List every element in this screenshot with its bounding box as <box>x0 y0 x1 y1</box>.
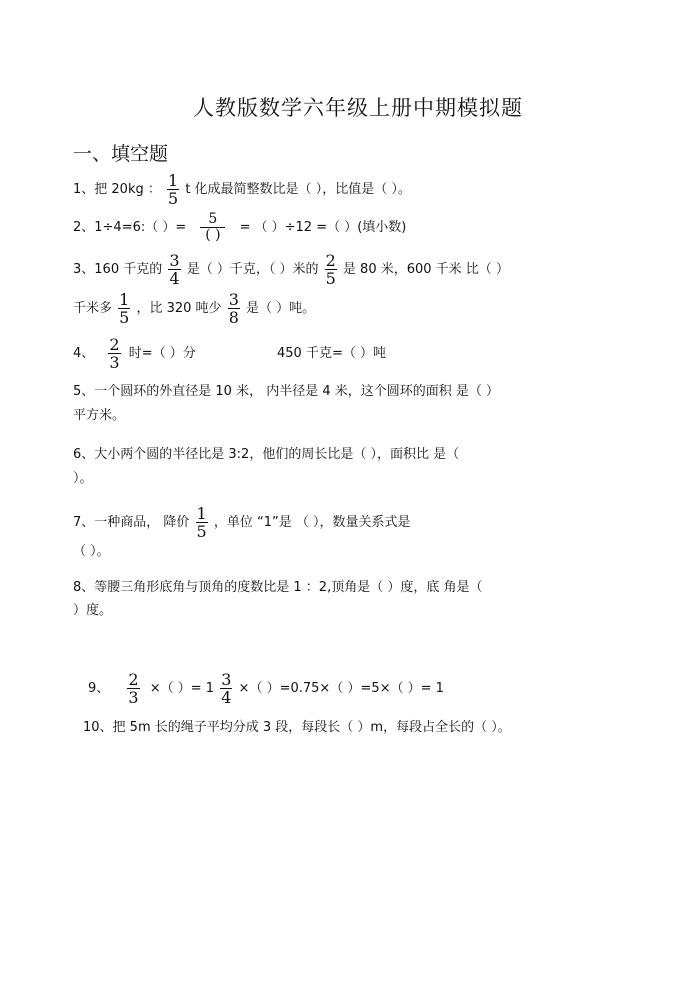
question-8-line-1: 8、等腰三角形底角与顶角的度数比是 1 ：2,顶角是（ ）度，底 角是（ <box>73 580 483 595</box>
question-4-text-a: 4、 <box>73 346 95 361</box>
question-7-text-a: 7、一种商品， 降价 <box>73 515 190 530</box>
question-2-text-b: = （ ）÷12 =（ ）(填小数) <box>239 220 407 235</box>
question-3-text-a: 3、160 千克的 <box>73 262 163 277</box>
fraction: $\frac{1}{5}$ <box>119 290 130 327</box>
question-5-line-2: 平方米。 <box>73 408 126 423</box>
question-1 <box>73 172 411 207</box>
question-4-text-b: 时=（ ）分 <box>128 346 196 361</box>
question-6-line-2: ）。 <box>73 471 93 486</box>
fraction: $\frac{1}{5}$ <box>168 171 179 208</box>
question-3-continued <box>73 291 315 326</box>
question-3-text-c: 是 80 米，600 千米 比（ ） <box>342 262 509 277</box>
question-7-line-2: （ ）。 <box>73 544 110 559</box>
question-3-text-d: 千米多 <box>73 301 113 316</box>
question-8-line-2: ）度。 <box>73 603 113 618</box>
question-3 <box>73 252 509 287</box>
fraction: $\frac{1}{5}$ <box>196 504 207 541</box>
fraction: $\frac{2}{3}$ <box>128 670 139 707</box>
fraction: $\frac{2}{5}$ <box>325 251 336 288</box>
question-6-line-1: 6、大小两个圆的半径比是 3:2，他们的周长比是（ ），面积比 是（ <box>73 447 460 462</box>
fraction: $\frac{5}{( )}$ <box>200 212 225 243</box>
question-4-part-2: 450 千克=（ ）吨 <box>277 346 386 361</box>
question-3-text-b: 是（ ）千克，（ ）米的 <box>186 262 319 277</box>
question-2-text-a: 2、1÷4=6:（ ）= <box>73 220 187 235</box>
fraction: $\frac{3}{4}$ <box>169 251 180 288</box>
question-10: 10、把 5m 长的绳子平均分成 3 段，每段长（ ）m，每段占全长的（ ）。 <box>83 720 511 735</box>
question-1-text-b: t 化成最简整数比是（ ），比值是（ ）。 <box>185 182 411 197</box>
question-4 <box>73 336 196 371</box>
fraction: $\frac{3}{4}$ <box>221 670 232 707</box>
question-9 <box>88 671 444 706</box>
question-2 <box>73 212 406 243</box>
question-3-text-e: ，比 320 吨少 <box>136 301 222 316</box>
question-1-text-a: 1、把 20kg ： <box>73 182 161 197</box>
question-9-text-b: ×（ ）= 1 <box>149 681 215 696</box>
fraction: $\frac{3}{8}$ <box>228 290 239 327</box>
question-9-text-a: 9、 <box>88 681 110 696</box>
page-title: 人教版数学六年级上册中期模拟题 <box>193 96 523 120</box>
question-5-line-1: 5、一个圆环的外直径是 10 米， 内半径是 4 米，这个圆环的面积 是（ ） <box>73 384 500 399</box>
section-title: 一、填空题 <box>73 143 169 165</box>
fraction: $\frac{2}{3}$ <box>109 335 120 372</box>
question-7 <box>73 505 411 540</box>
question-7-text-b: ，单位 “1”是 （ ），数量关系式是 <box>213 515 411 530</box>
question-9-text-c: ×（ ）=0.75×（ ）=5×（ ）= 1 <box>238 681 444 696</box>
question-3-text-f: 是（ ）吨。 <box>246 301 316 316</box>
